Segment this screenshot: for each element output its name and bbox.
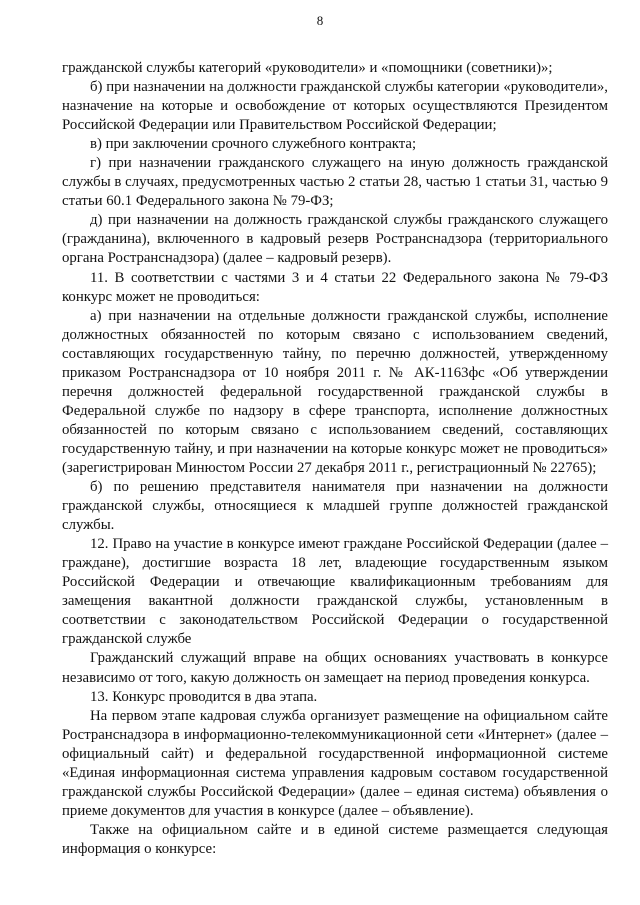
paragraph: б) по решению представителя нанимателя при назначении на должности гражданской службы, относящиеся к младшей группе должностей гражданской службы. <box>62 479 608 534</box>
document-body <box>62 59 608 859</box>
paragraph: б) при назначении на должности гражданской службы категории «руководители», назначение на которые и освобождение от которых осуществляются Президентом Российской Федерации или Правительством Российской Федерации; <box>62 79 608 134</box>
paragraph: г) при назначении гражданского служащего на иную должность гражданской службы в случаях, предусмотренных частью 2 статьи 28, частью 1 статьи 31, частью 9 статьи 60.1 Федерального закона № 79-ФЗ; <box>62 155 608 210</box>
paragraph: 11. В соответствии с частями 3 и 4 статьи 22 Федерального закона № 79-ФЗ конкурс может не проводиться: <box>62 269 608 305</box>
paragraph: а) при назначении на отдельные должности гражданской службы, исполнение должностных обязанностей по которым связано с использованием сведений, составляющих государственную тайну, по перечню должностей, утвержденному приказом Ространснадзора от 10 ноября 2011 г. № АК-1163фс «Об утверждении перечня должностей федеральной государственной гражданской службы в Федеральной службе по надзору в сфере транспорта, исполнение должностных обязанностей по которым связано с использованием сведений, составляющих государственную тайну, и при назначении на которые конкурс может не проводиться» (зарегистрирован Минюстом России 27 декабря 2011 г., регистрационный № 22765); <box>62 307 608 476</box>
paragraph: в) при заключении срочного служебного контракта; <box>90 136 417 153</box>
paragraph: д) при назначении на должность гражданской службы гражданского служащего (гражданина), включенного в кадровый резерв Ространснадзора (территориального органа Ространснадзора) (далее – кадровый резерв). <box>62 212 608 267</box>
paragraph: 12. Право на участие в конкурсе имеют граждане Российской Федерации (далее – граждане), достигшие возраста 18 лет, владеющие государственным языком Российской Федерации и отвечающие квалификационным требованиям для замещения вакантной должности гражданской службы, установленным в соответствии с законодательством Российской Федерации о государственной гражданской службе <box>62 536 608 648</box>
paragraph: гражданской службы категорий «руководители» и «помощники (советники)»; <box>62 60 553 76</box>
paragraph: На первом этапе кадровая служба организует размещение на официальном сайте Ространснадзора в информационно-телекоммуникационной сети «Интернет» (далее – официальный сайт) и федеральной государственной информационной системе «Единая информационная система управления кадровым составом государственной гражданской службы Российской Федерации» (далее – единая система) объявления о приеме документов для участия в конкурсе (далее – объявление). <box>62 707 608 819</box>
page-number: 8 <box>316 13 324 28</box>
paragraph: 13. Конкурс проводится в два этапа. <box>90 688 318 705</box>
paragraph: Гражданский служащий вправе на общих основаниях участвовать в конкурсе независимо от того, какую должность он замещает на период проведения конкурса. <box>62 650 608 686</box>
paragraph: Также на официальном сайте и в единой системе размещается следующая информация о конкурсе: <box>62 821 608 857</box>
